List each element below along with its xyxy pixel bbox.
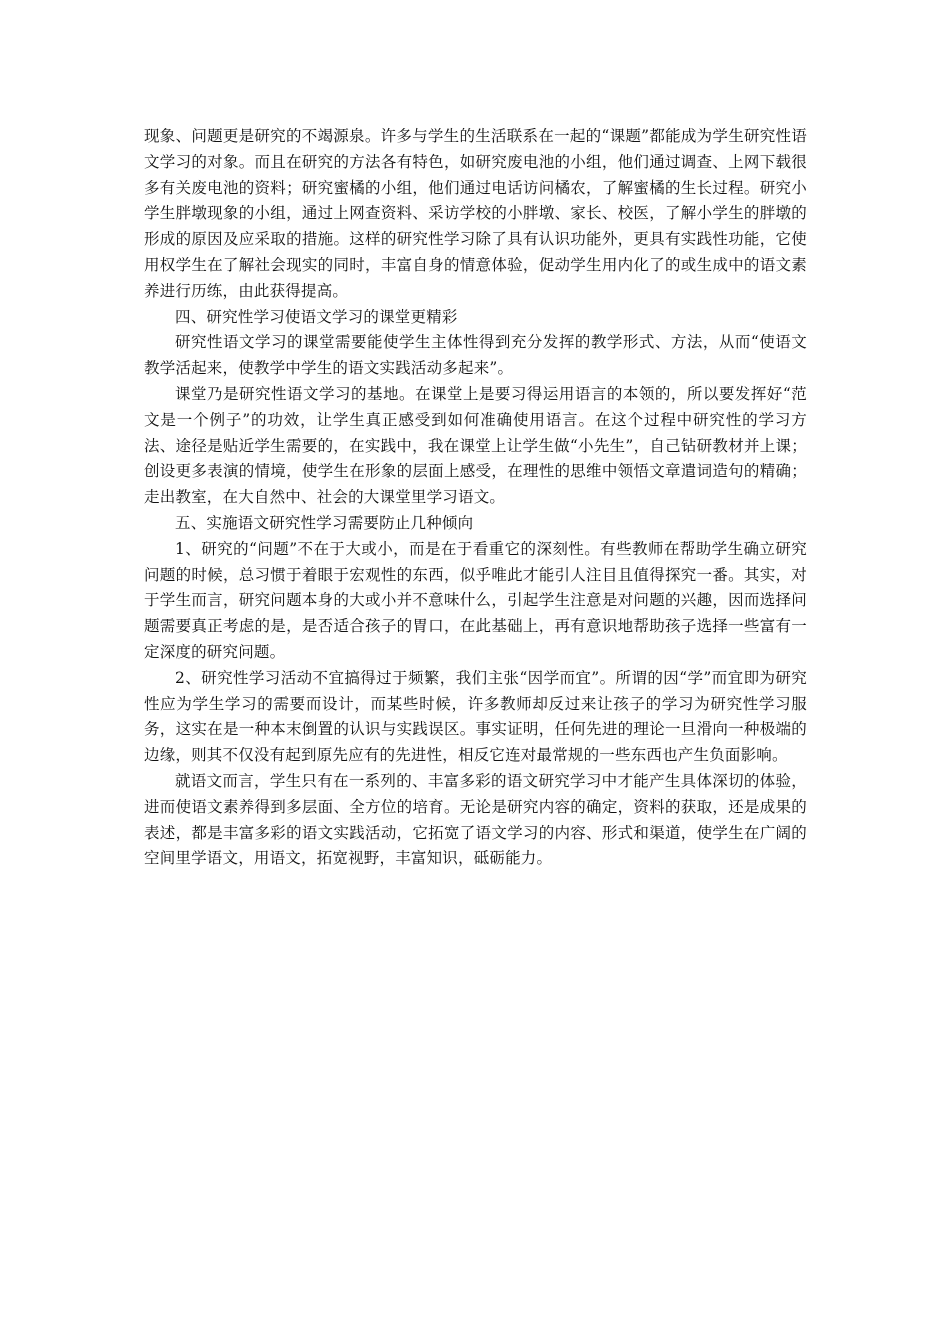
paragraph: 就语文而言，学生只有在一系列的、丰富多彩的语文研究学习中才能产生具体深切的体验，进而使语文素养得到多层面、全方位的培育。无论是研究内容的确定，资料的获取，还是成果的表述，都是丰富多彩的语文实践活动，它拓宽了语文学习的内容、形式和渠道，使学生在广阔的空间里学语文，用语文，拓宽视野，丰富知识，砥砺能力。 — [144, 771, 807, 868]
section-heading-5: 五、实施语文研究性学习需要防止几种倾向 — [175, 513, 474, 532]
paragraph: 2、研究性学习活动不宜搞得过于频繁，我们主张“因学而宜”。所谓的因“学”而宜即为研究性应为学生学习的需要而设计，而某些时候，许多教师却反过来让孩子的学习为研究性学习服务，这实在是一种本末倒置的认识与实践误区。事实证明，任何先进的理论一旦滑向一种极端的边缘，则其不仅没有起到原先应有的先进性，相反它连对最常规的一些东西也产生负面影响。 — [144, 668, 807, 765]
document-body — [144, 124, 807, 872]
paragraph: 课堂乃是研究性语文学习的基地。在课堂上是要习得运用语言的本领的，所以要发挥好“范文是一个例子”的功效，让学生真正感受到如何准确使用语言。在这个过程中研究性的学习方法、途径是贴近学生需要的，在实践中，我在课堂上让学生做“小先生”，自己钻研教材并上课；创设更多表演的情境，使学生在形象的层面上感受，在理性的思维中领悟文章遣词造句的精确；走出教室，在大自然中、社会的大课堂里学习语文。 — [144, 384, 807, 507]
paragraph: 研究性语文学习的课堂需要能使学生主体性得到充分发挥的教学形式、方法，从而“使语文教学活起来，使教学中学生的语文实践活动多起来”。 — [144, 333, 807, 378]
paragraph-continuation: 现象、问题更是研究的不竭源泉。许多与学生的生活联系在一起的“课题”都能成为学生研究性语文学习的对象。而且在研究的方法各有特色，如研究废电池的小组，他们通过调查、上网下载很多有关废电池的资料；研究蜜橘的小组，他们通过电话访问橘农，了解蜜橘的生长过程。研究小学生胖墩现象的小组，通过上网查资料、采访学校的小胖墩、家长、校医，了解小学生的胖墩的形成的原因及应采取的措施。这样的研究性学习除了具有认识功能外，更具有实践性功能，它使用权学生在了解社会现实的同时，丰富自身的情意体验，促动学生用内化了的或生成中的语文素养进行历练，由此获得提高。 — [144, 127, 807, 300]
paragraph: 1、研究的“问题”不在于大或小，而是在于看重它的深刻性。有些教师在帮助学生确立研究问题的时候，总习惯于着眼于宏观性的东西，似乎唯此才能引人注目且值得探究一番。其实，对于学生而言，研究问题本身的大或小并不意味什么，引起学生注意是对问题的兴趣，因而选择问题需要真正考虑的是，是否适合孩子的胃口，在此基础上，再有意识地帮助孩子选择一些富有一定深度的研究问题。 — [144, 539, 807, 661]
section-heading-4: 四、研究性学习使语文学习的课堂更精彩 — [175, 307, 458, 326]
